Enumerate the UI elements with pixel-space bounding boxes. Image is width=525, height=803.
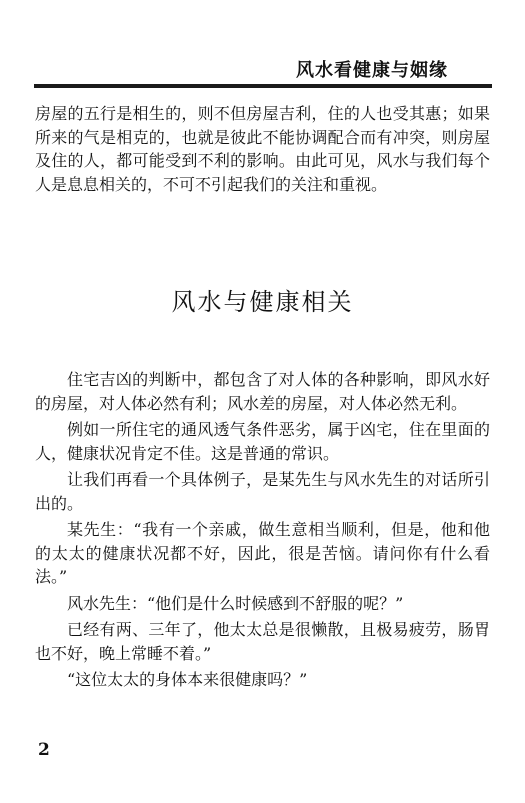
dialogue-paragraph-2: 风水先生：“他们是什么时候感到不舒服的呢？” xyxy=(67,593,404,613)
dialogue-paragraph-3: 已经有两、三年了，他太太总是很懒散，且极易疲劳，肠胃也不好，晚上常睡不着。” xyxy=(35,620,490,663)
intro-paragraph: 房屋的五行是相生的，则不但房屋吉利，住的人也受其惠；如果所来的气是相克的，也就是彼此不能协调配合而有冲突，则房屋及住的人，都可能受到不利的影响。由此可见，风水与我们每个人是息息相关的，不可不引起我们的关注和重视。 xyxy=(35,104,490,194)
paragraph-3: 让我们再看一个具体例子，是某先生与风水先生的对话所引出的。 xyxy=(35,470,490,513)
section-title: 风水与健康相关 xyxy=(171,288,354,316)
page-number: 2 xyxy=(38,740,50,760)
dialogue-paragraph-4: “这位太太的身体本来很健康吗？” xyxy=(67,670,308,689)
running-head-title: 风水看健康与姻缘 xyxy=(296,60,448,81)
paragraph-2: 例如一所住宅的通风透气条件恶劣，属于凶宅，住在里面的人，健康状况肯定不佳。这是普通的常识。 xyxy=(35,420,490,463)
intro-block xyxy=(35,102,490,196)
header-rule xyxy=(34,84,492,88)
section-body xyxy=(35,368,490,692)
dialogue-paragraph-1: 某先生：“我有一个亲戚，做生意相当顺利，但是，他和他的太太的健康状况都不好，因此，很是苦恼。请问你有什么看法。” xyxy=(35,520,490,586)
paragraph-1: 住宅吉凶的判断中，都包含了对人体的各种影响，即风水好的房屋，对人体必然有利；风水差的房屋，对人体必然无利。 xyxy=(35,370,490,413)
